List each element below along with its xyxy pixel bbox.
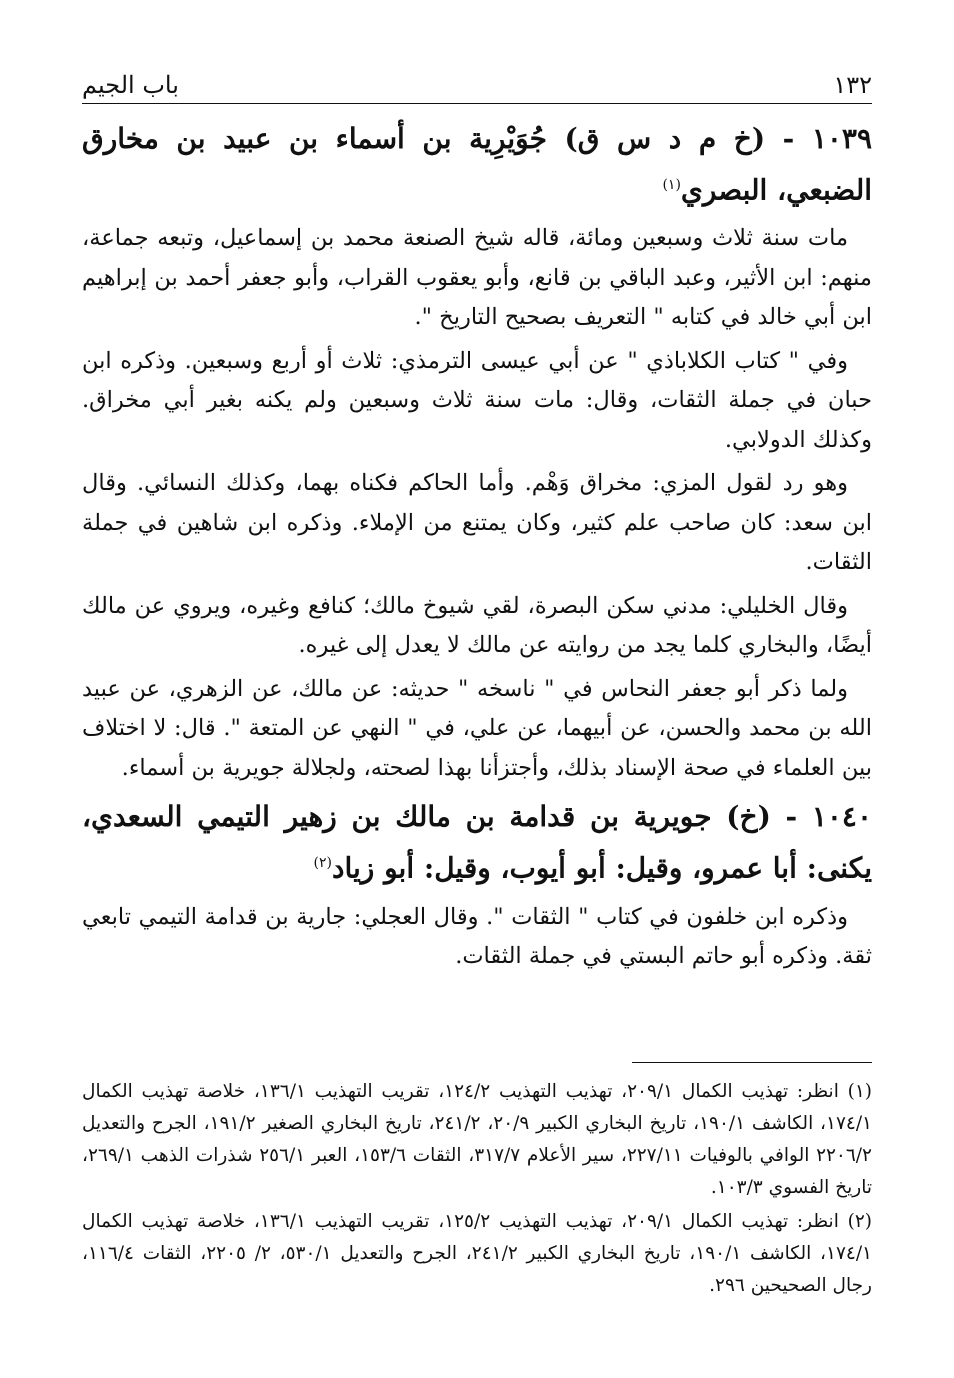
footnote-1: (١) انظر: تهذيب الكمال ٢٠٩/١، تهذيب التهذيب ١٢٤/٢، تقريب التهذيب ١٣٦/١، خلاصة تهذيب الكمال ١٧٤/١، الكاشف ١٩٠/١، تاريخ البخاري الكبير ٢٠/٩، ٢٤١/٢، تاريخ البخاري الصغير ١٩١/٢، الجرح والتعديل ٢٢٠٦/٢ الوافي بالوفيات ٢٢٧/١١، سير الأعلام ٣١٧/٧، الثقات ١٥٣/٦، العبر ٢٥٦/١ شذرات الذهب ٢٦٩/١، تاريخ الفسوي ١٠٣/٣. [82, 1081, 872, 1198]
entry-1040 [82, 794, 872, 976]
entry-title-text: ١٠٤٠ - (خ) جويرية بن قدامة بن مالك بن زهير التيمي السعدي، يكنى: أبا عمرو، وقيل: أبو أيوب، وقيل: أبو زياد [82, 800, 872, 885]
paragraph: وذكره ابن خلفون في كتاب " الثقات ". وقال العجلي: جارية بن قدامة التيمي تابعي ثقة. وذكره أبو حاتم البستي في جملة الثقات. [82, 903, 872, 970]
footnotes [82, 1076, 872, 1304]
entry-title [82, 116, 872, 213]
paragraph: وقال الخليلي: مدني سكن البصرة، لقي شيوخ مالك؛ كنافع وغيره، ويروي عن مالك أيضًا، والبخاري كلما يجد من روايته عن مالك لا يعدل إلى غيره. [82, 592, 872, 659]
running-header [82, 56, 872, 100]
entry-title-text: ١٠٣٩ - (خ م د س ق) جُوَيْرِية بن أسماء بن عبيد بن مخارق الضبعي، البصري [82, 122, 872, 207]
footnote-divider [632, 1062, 872, 1063]
paragraph: وفي " كتاب الكلاباذي " عن أبي عيسى الترمذي: ثلاث أو أربع وسبعين. وذكره ابن حبان في جملة الثقات، وقال: مات سنة ثلاث وسبعين ولم يكنه بغير أبي مخراق. وكذلك الدولابي. [82, 347, 872, 453]
header-divider [82, 103, 872, 104]
page-number: ١٣٢ [833, 71, 872, 99]
footnote-ref: (٢) [313, 855, 333, 872]
paragraph: مات سنة ثلاث وسبعين ومائة، قاله شيخ الصنعة محمد بن إسماعيل، وتبعه جماعة، منهم: ابن الأثير، وعبد الباقي بن قانع، وأبو يعقوب القراب، وأبو جعفر أحمد بن إبراهيم ابن أبي خالد في كتابه " التعريف بصحيح التاريخ ". [82, 225, 872, 331]
main-text [82, 116, 872, 977]
footnote-2: (٢) انظر: تهذيب الكمال ٢٠٩/١، تهذيب التهذيب ١٢٥/٢، تقريب التهذيب ١٣٦/١، خلاصة تهذيب الكمال ١٧٤/١، الكاشف ١٩٠/١، تاريخ البخاري الكبير ٢٤١/٢، الجرح والتعديل ٥٣٠/١، ٢/ ٢٢٠٥، الثقات ١١٦/٤، رجال الصحيحين ٢٩٦. [82, 1211, 872, 1296]
footnote-ref: (١) [662, 177, 681, 193]
paragraph: وهو رد لقول المزي: مخراق وَهْم. وأما الحاكم فكناه بهما، وكذلك النسائي. وقال ابن سعد: كان صاحب علم كثير، وكان يمتنع من الإملاء. وذكره ابن شاهين في جملة الثقات. [82, 470, 872, 576]
entry-1039 [82, 116, 872, 788]
entry-title [82, 794, 872, 891]
chapter-title: باب الجيم [82, 71, 179, 99]
paragraph: ولما ذكر أبو جعفر النحاس في " ناسخه " حديثه: عن مالك، عن الزهري، عن عبيد الله بن محمد والحسن، عن أبيهما، عن علي، في " النهي عن المتعة ". قال: لا اختلاف بين العلماء في صحة الإسناد بذلك، وأجتزأنا بهذا لصحته، ولجلالة جويرية بن أسماء. [82, 675, 872, 781]
